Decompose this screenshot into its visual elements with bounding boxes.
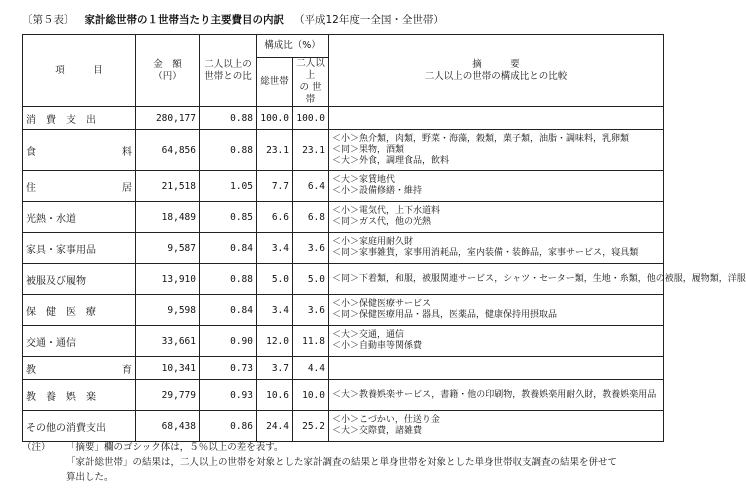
row-total-share: 7.7: [257, 171, 293, 202]
table-row: [23, 202, 664, 233]
table-row: [23, 326, 664, 357]
row-ratio: 0.84: [200, 233, 257, 264]
table-main-title: 家計総世帯の１世帯当たり主要費目の内訳: [84, 14, 284, 26]
row-item: [23, 357, 136, 380]
header-two-plus-line2: の 世 帯: [299, 82, 322, 105]
row-amount: 29,779: [136, 380, 200, 411]
row-two-plus-share: 23.1: [293, 130, 329, 171]
table-row: [23, 107, 664, 130]
row-item: [23, 171, 136, 202]
row-item-label: 住: [26, 182, 36, 194]
row-item: [23, 264, 136, 295]
table-row: [23, 295, 664, 326]
footnote-line-2: 「家計総世帯」の結果は，二人以上の世帯を対象とした家計調査の結果と単身世帯を対象とした単身世帯収支調査の結果を併せて: [66, 457, 618, 468]
row-ratio: 0.85: [200, 202, 257, 233]
table-row: [23, 411, 664, 442]
row-amount: 10,341: [136, 357, 200, 380]
row-ratio: 1.05: [200, 171, 257, 202]
row-two-plus-share: 6.8: [293, 202, 329, 233]
table-row: [23, 171, 664, 202]
row-total-share: 5.0: [257, 264, 293, 295]
row-note-line: ＜小＞設備修繕・維持: [332, 186, 423, 196]
row-notes: [329, 171, 664, 202]
row-item: [23, 326, 136, 357]
header-ratio: [200, 35, 257, 107]
footnotes: [22, 440, 667, 485]
row-ratio: 0.88: [200, 107, 257, 130]
row-amount: 280,177: [136, 107, 200, 130]
row-item-label: 教 養 娯 楽: [26, 391, 96, 403]
row-notes: [329, 380, 664, 411]
row-notes: [329, 326, 664, 357]
row-total-share: 3.4: [257, 295, 293, 326]
header-composition: 構成比（%）: [257, 35, 329, 58]
row-notes: [329, 264, 746, 295]
expenditure-table: [22, 34, 746, 442]
row-note-line: ＜同＞ガス代，他の光熱: [332, 217, 432, 227]
row-two-plus-share: 100.0: [293, 107, 329, 130]
header-ratio-line1: 二人以上の: [204, 58, 252, 70]
row-notes: [329, 357, 664, 380]
row-notes: [329, 233, 664, 264]
header-amount: [136, 35, 200, 107]
row-item-label: 交通・通信: [26, 337, 76, 349]
row-ratio: 0.88: [200, 264, 257, 295]
row-two-plus-share: 6.4: [293, 171, 329, 202]
row-note-line: ＜大＞家賃地代: [332, 175, 396, 185]
row-amount: 9,598: [136, 295, 200, 326]
row-item-label: 光熱・水道: [26, 213, 76, 225]
row-amount: 13,910: [136, 264, 200, 295]
row-note-line: ＜小＞家庭用耐久財: [332, 237, 414, 247]
footnote-mark: （注）: [22, 442, 51, 453]
table-row: [23, 233, 664, 264]
row-note-line: ＜大＞教養娯楽サービス，書籍・他の印刷物，教養娯楽用耐久財，教養娯楽用品: [332, 389, 657, 400]
row-item-label: 保 健 医 療: [26, 306, 96, 318]
row-item-label: 食: [26, 146, 36, 158]
footnote-line-1: 「摘要」欄のゴシック体は，５％以上の差を表す。: [66, 442, 284, 453]
row-note-line: ＜同＞下着類，和服，被服関連サービス，シャツ・セーター類，生地・糸類，他の被服，履物類，洋服: [332, 273, 746, 284]
row-two-plus-share: 3.6: [293, 295, 329, 326]
row-notes: [329, 107, 664, 130]
row-item-label-end: 料: [122, 146, 132, 158]
row-item-label-end: 育: [122, 364, 132, 376]
header-summary: [329, 35, 664, 107]
header-amount-unit: （円）: [153, 70, 182, 82]
row-item: [23, 295, 136, 326]
row-total-share: 3.7: [257, 357, 293, 380]
row-two-plus-share: 25.2: [293, 411, 329, 442]
row-ratio: 0.73: [200, 357, 257, 380]
table-subtitle: （平成12年度一全国・全世帯）: [294, 14, 444, 26]
row-note-line: ＜小＞保健医療サービス: [332, 299, 432, 309]
header-two-plus: [293, 58, 329, 107]
header-total-households: 総世帯: [257, 58, 293, 107]
row-notes: [329, 295, 664, 326]
table-number: 〔第５表〕: [22, 14, 75, 26]
header-two-plus-line1: 二人以上: [296, 58, 325, 81]
row-amount: 68,438: [136, 411, 200, 442]
row-note-line: ＜同＞保健医療用品・器具，医薬品，健康保持用摂取品: [332, 310, 558, 320]
table-row: [23, 264, 664, 295]
row-notes: [329, 411, 664, 442]
row-total-share: 24.4: [257, 411, 293, 442]
row-total-share: 3.4: [257, 233, 293, 264]
row-ratio: 0.86: [200, 411, 257, 442]
header-ratio-line2: 世帯との比: [204, 70, 252, 82]
header-summary-subtitle: 二人以上の世帯の構成比との比較: [424, 70, 568, 82]
row-note-line: ＜大＞交通，通信: [332, 330, 405, 340]
row-two-plus-share: 5.0: [293, 264, 329, 295]
row-ratio: 0.90: [200, 326, 257, 357]
row-item: [23, 202, 136, 233]
row-note-line: ＜大＞交際費，諸雑費: [332, 426, 423, 436]
row-notes: [329, 202, 664, 233]
header-amount-label: 金 額: [153, 58, 182, 70]
row-item-label: その他の消費支出: [26, 422, 106, 434]
row-ratio: 0.84: [200, 295, 257, 326]
row-item-label: 家具・家事用品: [26, 244, 96, 256]
row-note-line: ＜小＞魚介類，肉類，野菜・海藻，穀類，菓子類，油脂・調味料，乳卵類: [332, 133, 630, 144]
row-total-share: 100.0: [257, 107, 293, 130]
row-ratio: 0.93: [200, 380, 257, 411]
row-amount: 21,518: [136, 171, 200, 202]
row-item-label: 被服及び履物: [26, 275, 86, 287]
row-note-line: ＜小＞自動車等関係費: [332, 341, 423, 351]
row-item: [23, 130, 136, 171]
row-item: [23, 233, 136, 264]
row-item-label: 教: [26, 364, 36, 376]
header-item: 項 目: [23, 35, 136, 107]
row-two-plus-share: 10.0: [293, 380, 329, 411]
table-row: [23, 130, 664, 171]
row-item: [23, 411, 136, 442]
table-row: [23, 357, 664, 380]
row-amount: 18,489: [136, 202, 200, 233]
row-notes: [329, 130, 664, 171]
table-title: [22, 12, 662, 27]
row-total-share: 23.1: [257, 130, 293, 171]
row-note-line: ＜同＞果物，酒類: [332, 144, 405, 155]
row-amount: 33,661: [136, 326, 200, 357]
row-total-share: 12.0: [257, 326, 293, 357]
row-two-plus-share: 3.6: [293, 233, 329, 264]
row-total-share: 6.6: [257, 202, 293, 233]
row-item: [23, 380, 136, 411]
row-note-line: ＜小＞こづかい，仕送り金: [332, 415, 440, 425]
table-body: [23, 107, 746, 442]
header-summary-title: 摘 要: [472, 58, 520, 70]
row-item: [23, 107, 136, 130]
row-note-line: ＜同＞家事雑貨，家事用消耗品，室内装備・装飾品，家事サービス，寝具類: [332, 248, 639, 258]
row-note-line: ＜小＞電気代，上下水道料: [332, 206, 441, 216]
row-note-line: ＜大＞外食，調理食品，飲料: [332, 155, 450, 166]
row-item-label: 消 費 支 出: [26, 114, 96, 126]
row-amount: 64,856: [136, 130, 200, 171]
footnote-line-3: 算出した。: [66, 472, 114, 483]
row-item-label-end: 居: [122, 182, 132, 194]
row-two-plus-share: 11.8: [293, 326, 329, 357]
row-two-plus-share: 4.4: [293, 357, 329, 380]
row-total-share: 10.6: [257, 380, 293, 411]
table-row: [23, 380, 664, 411]
row-amount: 9,587: [136, 233, 200, 264]
row-ratio: 0.88: [200, 130, 257, 171]
